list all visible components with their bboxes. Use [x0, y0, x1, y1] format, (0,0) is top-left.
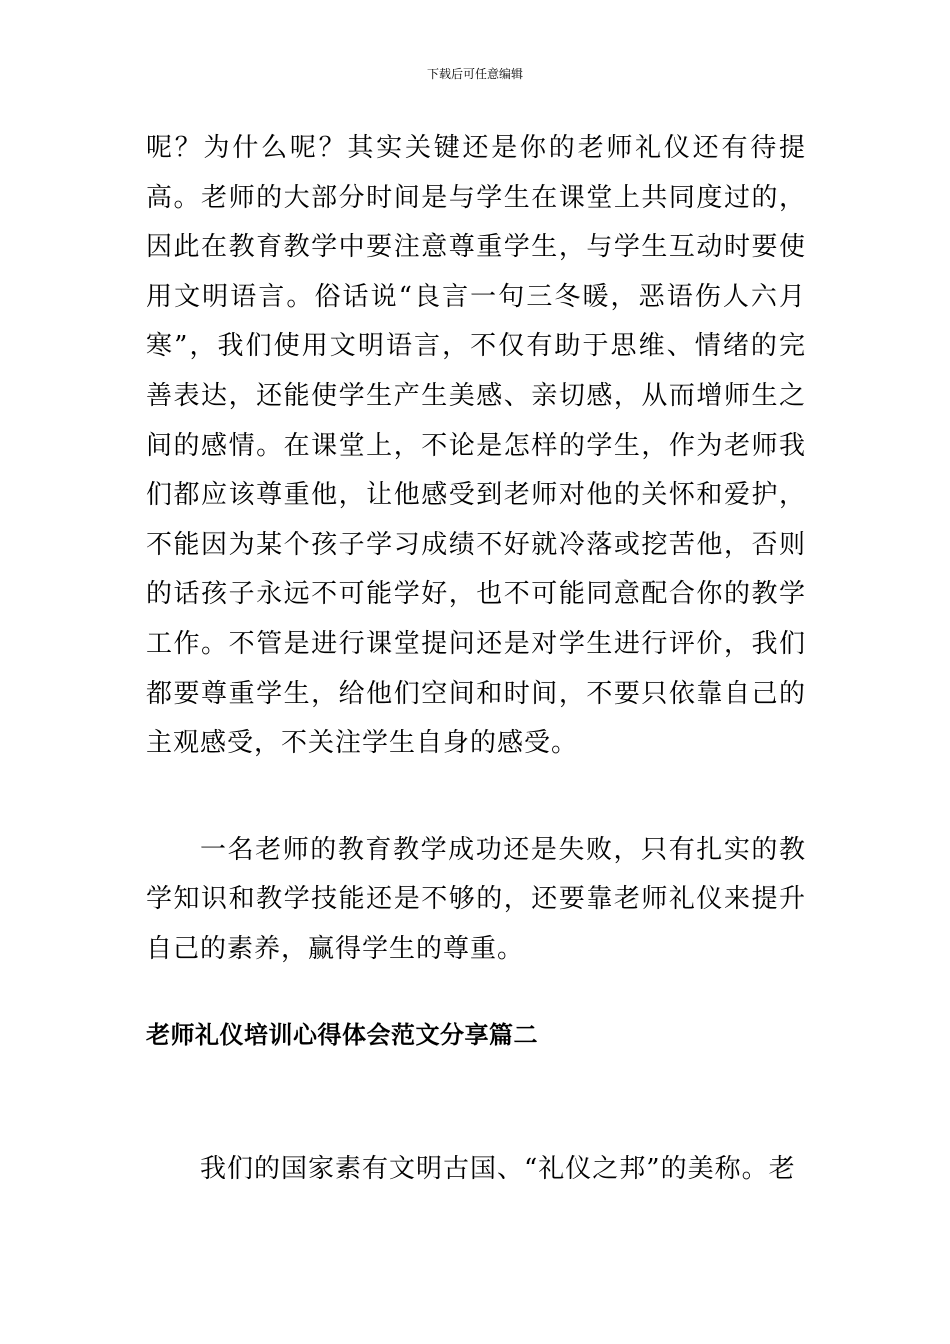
section-heading: 老师礼仪培训心得体会范文分享篇二	[146, 1019, 538, 1049]
paragraph-continued: 呢？为什么呢？其实关键还是你的老师礼仪还有待提高。老师的大部分时间是与学生在课堂上共同度过的，因此在教育教学中要注意尊重学生，与学生互动时要使用文明语言。俗话说“良言一句三冬暖，恶语伤人六月寒”，我们使用文明语言，不仅有助于思维、情绪的完善表达，还能使学生产生美感、亲切感，从而增师生之间的感情。在课堂上，不论是怎样的学生，作为老师我们都应该尊重他，让他感受到老师对他的关怀和爱护，不能因为某个孩子学习成绩不好就冷落或挖苦他，否则的话孩子永远不可能学好，也不可能同意配合你的教学工作。不管是进行课堂提问还是对学生进行评价，我们都要尊重学生，给他们空间和时间，不要只依靠自己的主观感受，不关注学生自身的感受。	[146, 133, 806, 759]
document-body	[146, 124, 806, 1194]
paragraph-teacher-success: 一名老师的教育教学成功还是失败，只有扎实的教学知识和教学技能还是不够的，还要靠老师礼仪来提升自己的素养，赢得学生的尊重。	[146, 834, 806, 964]
paragraph-section-two-start: 我们的国家素有文明古国、“礼仪之邦”的美称。老	[200, 1153, 796, 1184]
page-header: 下载后可任意编辑	[426, 67, 523, 81]
